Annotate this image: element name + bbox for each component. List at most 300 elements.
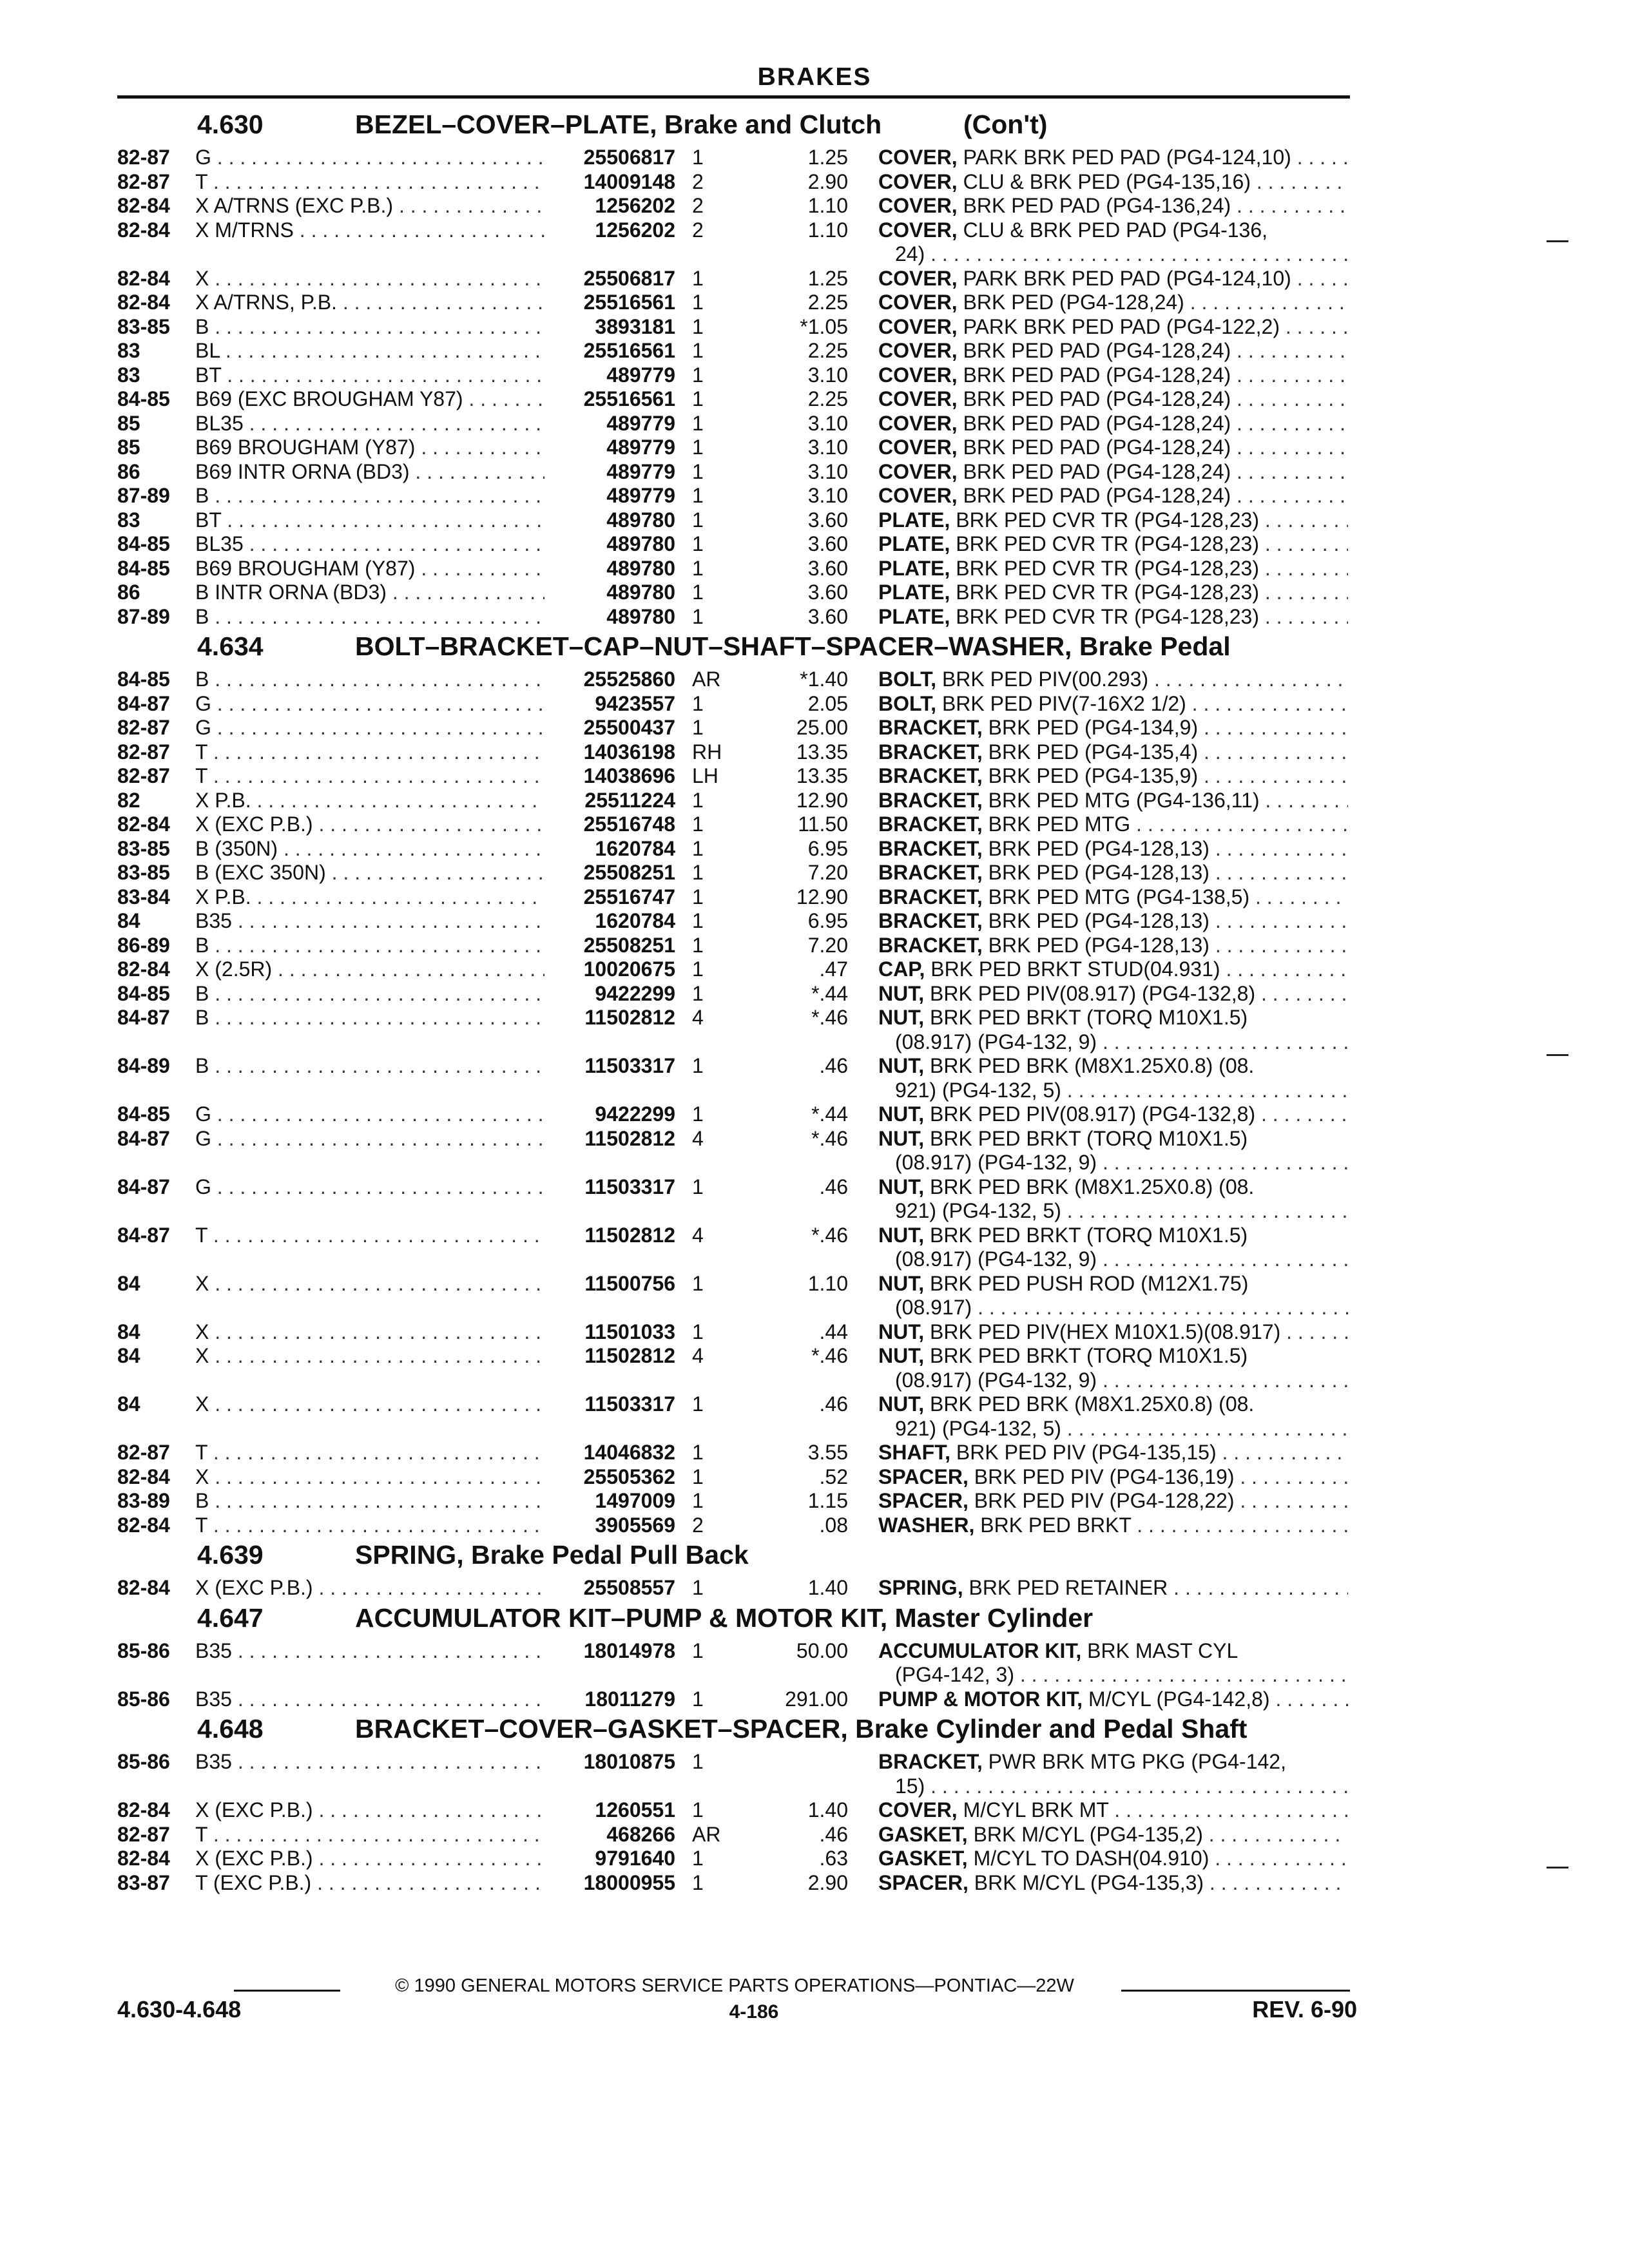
parts-row <box>0 1224 1629 1247</box>
description-continuation: (PG4-142, 3) . . . <box>878 1663 1348 1687</box>
description-text: BRK PED CVR TR (PG4-128,23) <box>950 508 1259 532</box>
description-noun: NUT, <box>878 1344 925 1367</box>
quantity: 1 <box>692 933 704 957</box>
description-continuation: (08.917) (PG4-132, 9) . . . <box>878 1247 1348 1271</box>
section-continued: (Con't) <box>963 110 1048 139</box>
parts-row <box>0 837 1629 861</box>
price: 11.50 <box>798 812 848 836</box>
footer-page-number: 4-186 <box>729 2001 779 2023</box>
quantity: 1 <box>692 716 704 739</box>
footer-rule-left <box>234 1990 340 1992</box>
description-noun: NUT, <box>878 1320 925 1343</box>
parts-row <box>0 170 1629 194</box>
description <box>878 460 1348 484</box>
section-number: 4.630 <box>197 110 264 139</box>
description <box>878 1489 1348 1513</box>
part-number: 11503317 <box>584 1054 675 1077</box>
quantity: 4 <box>692 1126 704 1150</box>
description-noun: COVER, <box>878 459 958 483</box>
quantity: 1 <box>692 861 704 884</box>
model-code: X . . . <box>195 1320 545 1344</box>
model-code: B35 . . . <box>195 1639 545 1663</box>
model-years: 84-87 <box>117 1175 170 1198</box>
description-noun: WASHER, <box>878 1513 975 1537</box>
description-text: BRK PED PIV(08.917) (PG4-132,8) <box>924 981 1256 1005</box>
parts-row <box>0 1823 1629 1847</box>
model-years: 82-84 <box>117 266 170 290</box>
model-code: G . . . <box>195 146 545 169</box>
parts-row <box>0 194 1629 218</box>
model-code: X . . . <box>195 1272 545 1296</box>
part-number: 9422299 <box>595 981 675 1005</box>
description-text: BRK PED BRKT (TORQ M10X1.5) <box>924 1006 1248 1029</box>
price: 13.35 <box>796 764 848 787</box>
model-code: B69 BROUGHAM (Y87) . . . <box>195 557 545 581</box>
model-years: 84 <box>117 1271 140 1295</box>
part-number: 25516561 <box>583 339 675 362</box>
part-number: 18010875 <box>583 1750 675 1773</box>
description-text: PARK BRK PED PAD (PG4-124,10) <box>957 266 1291 290</box>
model-years: 82-84 <box>117 291 170 314</box>
parts-row <box>0 1392 1629 1416</box>
model-code: B . . . <box>195 315 545 339</box>
description-text: PARK BRK PED PAD (PG4-124,10) <box>957 146 1291 169</box>
model-code: G . . . <box>195 1175 545 1199</box>
price: 3.60 <box>807 532 848 555</box>
description-text: BRK PED PIV (PG4-128,22) <box>968 1489 1235 1512</box>
description-text: BRK PED (PG4-128,13) <box>982 861 1210 884</box>
parts-row <box>0 436 1629 459</box>
model-years: 84-87 <box>117 1006 170 1029</box>
description <box>878 934 1348 957</box>
price: *.46 <box>811 1006 848 1029</box>
model-code: X . . . <box>195 1392 545 1416</box>
description-noun: NUT, <box>878 1223 925 1247</box>
model-years: 83-84 <box>117 885 170 908</box>
quantity: 1 <box>692 459 704 483</box>
description-text: BRK PED CVR TR (PG4-128,23) <box>950 604 1259 628</box>
description <box>878 267 1348 291</box>
description <box>878 1576 1348 1600</box>
model-code: X (EXC P.B.) . . . <box>195 1847 545 1870</box>
quantity: 1 <box>692 1639 704 1662</box>
description-text: BRK PED PUSH ROD (M12X1.75) <box>924 1271 1249 1295</box>
model-code: G . . . <box>195 716 545 740</box>
model-years: 84-85 <box>117 387 170 410</box>
description <box>878 789 1348 812</box>
model-code: B . . . <box>195 1006 545 1030</box>
description-noun: COVER, <box>878 146 958 169</box>
parts-row <box>0 982 1629 1006</box>
price: 7.20 <box>807 861 848 884</box>
part-number: 25500437 <box>583 716 675 739</box>
price: 1.15 <box>807 1489 848 1512</box>
section-header <box>0 1714 1629 1747</box>
description <box>878 146 1348 169</box>
description-noun: BRACKET, <box>878 836 983 860</box>
description-text: M/CYL (PG4-142,8) <box>1083 1687 1270 1711</box>
description <box>878 1392 1348 1416</box>
model-years: 83-85 <box>117 861 170 884</box>
model-years: 82-84 <box>117 1847 170 1870</box>
description-text: BRK PED (PG4-128,24) <box>957 291 1184 314</box>
parts-row <box>0 532 1629 556</box>
model-code: B35 . . . <box>195 1687 545 1711</box>
model-code: X A/TRNS, P.B. . . . <box>195 291 545 314</box>
quantity: 1 <box>692 1320 704 1343</box>
description-noun: SHAFT, <box>878 1441 950 1464</box>
model-years: 82-84 <box>117 812 170 836</box>
parts-row <box>0 692 1629 716</box>
quantity: 1 <box>692 691 704 715</box>
description <box>878 1687 1348 1711</box>
parts-row <box>0 764 1629 788</box>
model-code: BT . . . <box>195 508 545 532</box>
part-number: 25516561 <box>583 387 675 410</box>
parts-row <box>0 1465 1629 1489</box>
parts-row <box>0 789 1629 812</box>
part-number: 11502812 <box>584 1223 675 1247</box>
parts-row <box>0 1576 1629 1600</box>
quantity: 1 <box>692 885 704 908</box>
description <box>878 1320 1348 1344</box>
description-noun: NUT, <box>878 1054 925 1077</box>
part-number: 489780 <box>606 532 675 555</box>
part-number: 14036198 <box>583 740 675 764</box>
part-number: 25506817 <box>583 146 675 169</box>
description <box>878 1465 1348 1489</box>
model-code: B . . . <box>195 605 545 629</box>
description-noun: BOLT, <box>878 691 937 715</box>
description-noun: CAP, <box>878 957 925 981</box>
part-number: 1256202 <box>595 218 675 242</box>
price: *.44 <box>811 1102 848 1126</box>
model-code: B69 (EXC BROUGHAM Y87) . . . <box>195 387 545 411</box>
description <box>878 957 1348 981</box>
price: 12.90 <box>796 788 848 812</box>
parts-row <box>0 1639 1629 1663</box>
model-years: 86 <box>117 459 140 483</box>
description <box>878 1871 1348 1895</box>
price: .44 <box>819 1320 848 1343</box>
quantity: 1 <box>692 363 704 387</box>
parts-row <box>0 460 1629 484</box>
description-text: BRK PED (PG4-128,13) <box>982 933 1210 957</box>
model-years: 82-87 <box>117 764 170 787</box>
model-code: X . . . <box>195 1465 545 1489</box>
price: 3.10 <box>807 484 848 507</box>
description-text: M/CYL BRK MT <box>957 1798 1109 1821</box>
description <box>878 1847 1348 1870</box>
part-number: 25516747 <box>583 885 675 908</box>
description <box>878 668 1348 691</box>
price: 2.90 <box>807 1870 848 1894</box>
quantity: 1 <box>692 484 704 507</box>
price: 13.35 <box>796 740 848 764</box>
quantity: 1 <box>692 266 704 290</box>
description-noun: NUT, <box>878 1126 925 1150</box>
part-number: 3905569 <box>595 1513 675 1537</box>
description-noun: COVER, <box>878 218 958 242</box>
model-code: X P.B. . . . <box>195 789 545 812</box>
model-years: 84-85 <box>117 532 170 555</box>
description-text: BRK M/CYL (PG4-135,2) <box>967 1822 1203 1846</box>
description-noun: BRACKET, <box>878 716 983 739</box>
model-years: 83-87 <box>117 1870 170 1894</box>
parts-row <box>0 218 1629 242</box>
model-years: 82-84 <box>117 218 170 242</box>
description <box>878 218 1348 242</box>
parts-row <box>0 315 1629 339</box>
parts-row <box>0 1750 1629 1774</box>
price: 1.10 <box>807 1271 848 1295</box>
price: 3.10 <box>807 363 848 387</box>
price: 50.00 <box>796 1639 848 1662</box>
model-code: X P.B. . . . <box>195 885 545 909</box>
description-text: CLU & BRK PED PAD (PG4-136, <box>957 218 1268 242</box>
parts-row <box>0 885 1629 909</box>
description <box>878 363 1348 387</box>
model-years: 82-87 <box>117 169 170 193</box>
model-years: 85 <box>117 436 140 459</box>
model-years: 84-85 <box>117 1102 170 1126</box>
model-code: X (EXC P.B.) . . . <box>195 1576 545 1600</box>
model-years: 86-89 <box>117 933 170 957</box>
quantity: 1 <box>692 788 704 812</box>
model-years: 84 <box>117 1320 140 1343</box>
description-text: BRK M/CYL (PG4-135,3) <box>968 1870 1204 1894</box>
description-noun: BRACKET, <box>878 788 983 812</box>
price: .08 <box>819 1513 848 1537</box>
quantity: 1 <box>692 411 704 435</box>
quantity: 1 <box>692 1847 704 1870</box>
page-title: BRAKES <box>757 63 872 91</box>
description-text: BRK PED PAD (PG4-128,24) <box>957 436 1231 459</box>
model-code: B35 . . . <box>195 909 545 933</box>
parts-row <box>0 412 1629 436</box>
description-continuation: (08.917) (PG4-132, 9) . . . <box>878 1151 1348 1175</box>
description <box>878 484 1348 508</box>
model-years: 84-87 <box>117 1126 170 1150</box>
part-number: 11502812 <box>584 1006 675 1029</box>
part-number: 489779 <box>606 459 675 483</box>
price: .46 <box>819 1822 848 1846</box>
description-noun: COVER, <box>878 387 958 410</box>
description-noun: BRACKET, <box>878 764 983 787</box>
description <box>878 1441 1348 1465</box>
section-title: SPRING, Brake Pedal Pull Back <box>355 1540 749 1570</box>
part-number: 1256202 <box>595 194 675 217</box>
part-number: 25506817 <box>583 266 675 290</box>
quantity: 1 <box>692 581 704 604</box>
quantity: 1 <box>692 1392 704 1416</box>
model-code: B35 . . . <box>195 1750 545 1774</box>
description-noun: COVER, <box>878 266 958 290</box>
model-years: 82 <box>117 788 140 812</box>
description-noun: COVER, <box>878 363 958 387</box>
part-number: 11501033 <box>584 1320 675 1343</box>
price: 1.40 <box>807 1798 848 1821</box>
parts-row <box>0 387 1629 411</box>
quantity: 4 <box>692 1344 704 1367</box>
parts-row <box>0 557 1629 581</box>
description-text: BRK PED PAD (PG4-128,24) <box>957 459 1231 483</box>
part-number: 25505362 <box>583 1465 675 1488</box>
description <box>878 291 1348 314</box>
section-number: 4.648 <box>197 1714 264 1744</box>
model-years: 87-89 <box>117 484 170 507</box>
description-continuation: 15) . . . <box>878 1774 1348 1798</box>
parts-row <box>0 1514 1629 1537</box>
quantity: 1 <box>692 146 704 169</box>
description-text: BRK PED PAD (PG4-128,24) <box>957 387 1231 410</box>
model-years: 82-84 <box>117 194 170 217</box>
model-code: T . . . <box>195 1441 545 1465</box>
description-noun: BRACKET, <box>878 740 983 764</box>
quantity: 1 <box>692 1798 704 1821</box>
part-number: 489780 <box>606 556 675 580</box>
description-noun: SPACER, <box>878 1870 969 1894</box>
description-text: BRK PED PAD (PG4-128,24) <box>957 484 1231 507</box>
model-code: BL . . . <box>195 339 545 363</box>
part-number: 14009148 <box>583 169 675 193</box>
model-years: 85 <box>117 411 140 435</box>
description-text: BRK PED MTG <box>982 812 1131 836</box>
quantity: 1 <box>692 909 704 932</box>
part-number: 468266 <box>606 1822 675 1846</box>
part-number: 489780 <box>606 508 675 532</box>
part-number: 1260551 <box>595 1798 675 1821</box>
description <box>878 194 1348 218</box>
quantity: 2 <box>692 169 704 193</box>
description-noun: NUT, <box>878 1006 925 1029</box>
model-code: T . . . <box>195 1823 545 1847</box>
quantity: 1 <box>692 1102 704 1126</box>
price: 2.05 <box>807 691 848 715</box>
section-header <box>0 631 1629 665</box>
model-code: T . . . <box>195 740 545 764</box>
description-noun: NUT, <box>878 1102 925 1126</box>
parts-row <box>0 1847 1629 1870</box>
price: *.46 <box>811 1126 848 1150</box>
part-number: 11502812 <box>584 1126 675 1150</box>
description-text: BRK PED (PG4-134,9) <box>982 716 1199 739</box>
model-years: 82-84 <box>117 1798 170 1821</box>
model-years: 82-87 <box>117 1441 170 1464</box>
model-code: B . . . <box>195 982 545 1006</box>
description-continuation: (08.917) (PG4-132, 9) . . . <box>878 1030 1348 1054</box>
description-text: BRK PED PIV(HEX M10X1.5)(08.917) <box>924 1320 1281 1343</box>
description-continuation: 921) (PG4-132, 5) . . . <box>878 1417 1348 1441</box>
part-number: 489780 <box>606 581 675 604</box>
model-code: X (EXC P.B.) . . . <box>195 812 545 836</box>
description-text: BRK PED PAD (PG4-128,24) <box>957 411 1231 435</box>
quantity: LH <box>692 764 718 787</box>
parts-row <box>0 861 1629 885</box>
model-years: 84 <box>117 1344 140 1367</box>
price: .63 <box>819 1847 848 1870</box>
model-code: T (EXC P.B.) . . . <box>195 1871 545 1895</box>
description <box>878 1054 1348 1078</box>
model-code: X (EXC P.B.) . . . <box>195 1798 545 1822</box>
description-noun: SPACER, <box>878 1465 969 1488</box>
price: 3.60 <box>807 508 848 532</box>
description-noun: COVER, <box>878 484 958 507</box>
description-noun: BRACKET, <box>878 885 983 908</box>
model-code: B INTR ORNA (BD3) . . . <box>195 581 545 604</box>
description-text: BRK PED BRKT (TORQ M10X1.5) <box>924 1344 1248 1367</box>
description-continuation: 921) (PG4-132, 5) . . . <box>878 1079 1348 1102</box>
parts-row <box>0 291 1629 314</box>
description-noun: COVER, <box>878 291 958 314</box>
description <box>878 1224 1348 1247</box>
part-number: 9791640 <box>595 1847 675 1870</box>
parts-row <box>0 605 1629 629</box>
part-number: 18014978 <box>583 1639 675 1662</box>
model-code: B . . . <box>195 1489 545 1513</box>
quantity: 1 <box>692 1441 704 1464</box>
price: 2.25 <box>807 291 848 314</box>
model-years: 83-89 <box>117 1489 170 1512</box>
parts-row <box>0 812 1629 836</box>
part-number: 25508251 <box>583 861 675 884</box>
parts-row <box>0 1320 1629 1344</box>
description-noun: COVER, <box>878 314 958 338</box>
description-text: BRK PED MTG (PG4-136,11) <box>982 788 1260 812</box>
description-noun: BRACKET, <box>878 1750 983 1773</box>
description-noun: COVER, <box>878 194 958 217</box>
description <box>878 436 1348 459</box>
model-code: BT . . . <box>195 363 545 387</box>
description-text: BRK PED PIV(00.293) <box>936 668 1149 691</box>
description-noun: PLATE, <box>878 604 950 628</box>
model-years: 85-86 <box>117 1687 170 1711</box>
part-number: 11500756 <box>584 1271 675 1295</box>
model-code: G . . . <box>195 692 545 716</box>
quantity: 1 <box>692 812 704 836</box>
description-continuation: (08.917) . . . <box>878 1296 1348 1320</box>
model-years: 83 <box>117 339 140 362</box>
description-noun: PLATE, <box>878 556 950 580</box>
description <box>878 982 1348 1006</box>
quantity: 1 <box>692 1576 704 1599</box>
model-years: 84-87 <box>117 1223 170 1247</box>
price: 291.00 <box>785 1687 848 1711</box>
description-noun: PLATE, <box>878 532 950 555</box>
description <box>878 581 1348 604</box>
parts-row <box>0 484 1629 508</box>
model-years: 83 <box>117 363 140 387</box>
parts-row <box>0 267 1629 291</box>
quantity: 1 <box>692 339 704 362</box>
price: 1.25 <box>807 266 848 290</box>
description-text: BRK PED PAD (PG4-128,24) <box>957 363 1231 387</box>
price: .46 <box>819 1392 848 1416</box>
footer-section-range: 4.630-4.648 <box>117 1996 242 2023</box>
description-noun: BRACKET, <box>878 861 983 884</box>
description-noun: COVER, <box>878 411 958 435</box>
part-number: 11503317 <box>584 1175 675 1198</box>
description <box>878 508 1348 532</box>
description-text: BRK PED PIV(7-16X2 1/2) <box>936 691 1186 715</box>
model-code: X A/TRNS (EXC P.B.) . . . <box>195 194 545 218</box>
model-years: 82-84 <box>117 1465 170 1488</box>
description <box>878 885 1348 909</box>
description-text: BRK PED BRKT (TORQ M10X1.5) <box>924 1126 1248 1150</box>
quantity: 4 <box>692 1006 704 1029</box>
quantity: 1 <box>692 604 704 628</box>
price: 2.25 <box>807 387 848 410</box>
